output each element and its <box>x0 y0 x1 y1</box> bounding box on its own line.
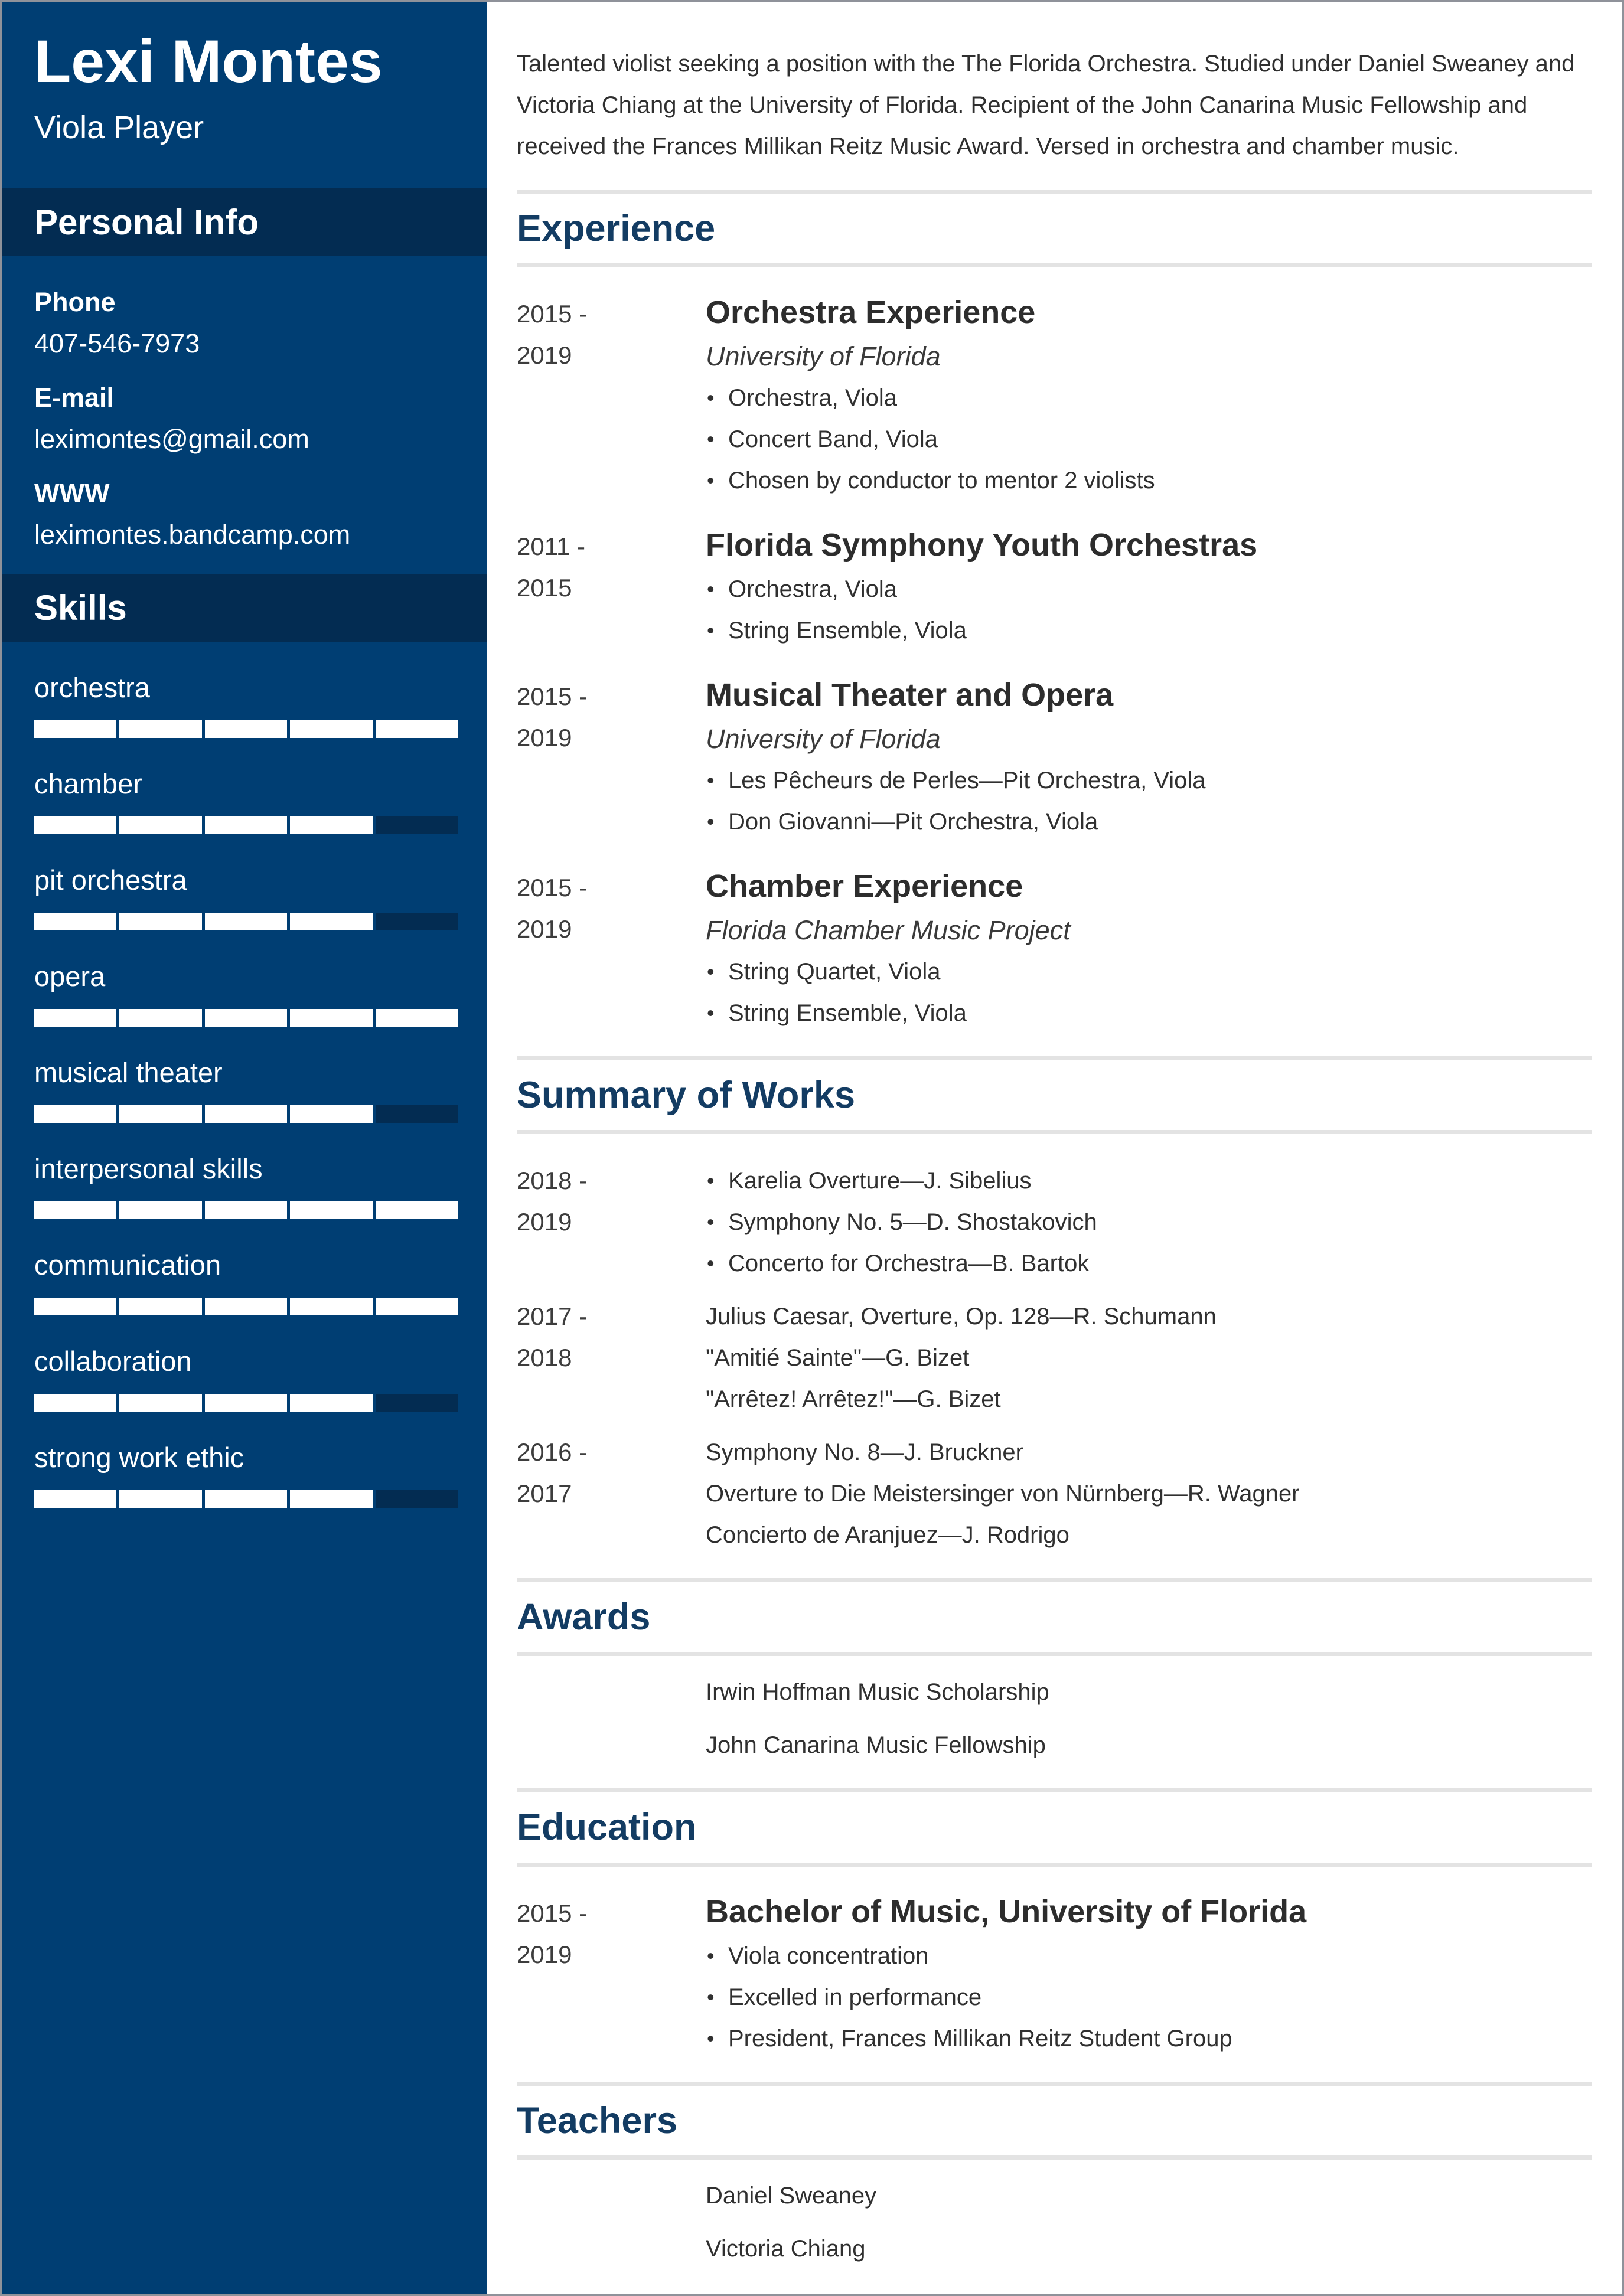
date-to: 2019 <box>517 724 572 752</box>
skill-bar-segment <box>34 720 116 738</box>
skill-item <box>34 1056 458 1123</box>
date-from: 2015 - <box>517 682 588 711</box>
skill-bar-segment <box>290 1394 372 1412</box>
date-from: 2015 - <box>517 874 588 902</box>
skill-item <box>34 1249 458 1315</box>
section-header-education <box>517 1788 1592 1866</box>
skill-bar-segment <box>34 1009 116 1027</box>
entry-dates <box>517 676 706 842</box>
skill-bar-segment <box>205 913 287 930</box>
contact-value: leximontes.bandcamp.com <box>34 520 351 550</box>
works-bullets <box>706 1160 1592 1284</box>
work-item: "Arrêtez! Arrêtez!"—G. Bizet <box>706 1386 1001 1413</box>
skill-level-bar <box>34 720 458 738</box>
work-item: "Amitié Sainte"—G. Bizet <box>706 1345 970 1371</box>
section-title: Education <box>517 1807 697 1848</box>
date-to: 2018 <box>517 1344 572 1372</box>
skill-item <box>34 1152 458 1219</box>
experience-entry <box>517 867 1592 1034</box>
skill-label: communication <box>34 1249 221 1281</box>
bullet-item: • String Quartet, Viola <box>706 951 1592 992</box>
skill-label: chamber <box>34 768 142 800</box>
skill-bar-segment <box>290 1009 372 1027</box>
skill-bar-segment <box>376 1105 458 1123</box>
skill-item <box>34 1441 458 1508</box>
entry-bullets <box>706 760 1592 842</box>
skill-bar-segment <box>119 1009 201 1027</box>
skills-header: Skills <box>2 574 487 642</box>
contact-label: Phone <box>34 287 116 318</box>
skill-item <box>34 671 458 738</box>
skill-level-bar <box>34 1201 458 1219</box>
skill-bar-segment <box>376 1298 458 1315</box>
work-item: Concierto de Aranjuez—J. Rodrigo <box>706 1522 1069 1549</box>
contact-value: 407-546-7973 <box>34 328 200 359</box>
skill-bar-segment <box>205 1201 287 1219</box>
date-from: 2011 - <box>517 533 585 561</box>
skill-bar-segment <box>205 816 287 834</box>
entry-dates <box>517 1893 706 2059</box>
contact-email <box>34 383 455 455</box>
skill-bar-segment <box>119 913 201 930</box>
person-name: Lexi Montes <box>34 28 383 95</box>
skill-level-bar <box>34 1490 458 1508</box>
experience-entry <box>517 293 1592 501</box>
experience-entry <box>517 676 1592 842</box>
date-from: 2016 - <box>517 1438 588 1467</box>
skill-bar-segment <box>34 1201 116 1219</box>
skill-level-bar <box>34 816 458 834</box>
skill-label: musical theater <box>34 1057 223 1089</box>
contact-label: WWW <box>34 478 110 509</box>
education-entry <box>517 1893 1592 2059</box>
sidebar <box>2 2 487 2294</box>
skill-bar-segment <box>290 1298 372 1315</box>
work-item: Julius Caesar, Overture, Op. 128—R. Schumann <box>706 1304 1217 1330</box>
date-from: 2015 - <box>517 1899 588 1927</box>
bullet-item: • Concerto for Orchestra—B. Bartok <box>706 1243 1592 1284</box>
skill-bar-segment <box>290 1490 372 1508</box>
entry-title: Florida Symphony Youth Orchestras <box>706 527 1258 563</box>
section-header-teachers <box>517 2082 1592 2160</box>
entry-title: Musical Theater and Opera <box>706 677 1114 713</box>
date-to: 2019 <box>517 341 572 370</box>
skill-bar-segment <box>119 1298 201 1315</box>
skill-bar-segment <box>119 1490 201 1508</box>
skill-bar-segment <box>119 720 201 738</box>
entry-bullets <box>706 951 1592 1034</box>
bullet-item: • Chosen by conductor to mentor 2 violists <box>706 460 1592 501</box>
skill-level-bar <box>34 1298 458 1315</box>
skill-bar-segment <box>34 913 116 930</box>
section-title: Summary of Works <box>517 1074 855 1116</box>
contact-list <box>2 256 487 550</box>
date-from: 2017 - <box>517 1302 588 1331</box>
skill-label: collaboration <box>34 1345 192 1377</box>
entry-subtitle: University of Florida <box>706 724 941 755</box>
skill-bar-segment <box>290 720 372 738</box>
skill-bar-segment <box>34 1105 116 1123</box>
skill-bar-segment <box>205 720 287 738</box>
skill-bar-segment <box>205 1105 287 1123</box>
skill-level-bar <box>34 1009 458 1027</box>
experience-entry <box>517 526 1592 651</box>
skill-item <box>34 960 458 1027</box>
award-item: John Canarina Music Fellowship <box>706 1732 1046 1759</box>
date-from: 2015 - <box>517 300 588 328</box>
skill-bar-segment <box>34 1394 116 1412</box>
entry-bullets <box>706 377 1592 501</box>
bullet-item: • Symphony No. 5—D. Shostakovich <box>706 1201 1592 1243</box>
works-group <box>517 1432 1592 1556</box>
skill-bar-segment <box>376 1201 458 1219</box>
date-to: 2019 <box>517 1208 572 1236</box>
entry-dates <box>517 1296 706 1420</box>
skill-item <box>34 864 458 930</box>
section-header-works <box>517 1056 1592 1134</box>
works-lines <box>706 1432 1592 1556</box>
award-item: Irwin Hoffman Music Scholarship <box>706 1679 1049 1706</box>
skill-item <box>34 1345 458 1412</box>
job-title: Viola Player <box>34 110 204 146</box>
section-header-awards <box>517 1578 1592 1656</box>
bullet-item: • Orchestra, Viola <box>706 569 1592 610</box>
section-header-experience <box>517 190 1592 267</box>
bullet-item: • Karelia Overture—J. Sibelius <box>706 1160 1592 1201</box>
date-from: 2018 - <box>517 1167 588 1195</box>
bullet-item: • Don Giovanni—Pit Orchestra, Viola <box>706 801 1592 842</box>
bullet-item: • Viola concentration <box>706 1935 1592 1977</box>
skill-bar-segment <box>34 1298 116 1315</box>
entry-title: Chamber Experience <box>706 868 1023 904</box>
work-item: Symphony No. 8—J. Bruckner <box>706 1439 1023 1466</box>
skill-bar-segment <box>290 1201 372 1219</box>
teacher-item: Victoria Chiang <box>706 2235 866 2262</box>
skill-bar-segment <box>376 1490 458 1508</box>
teachers-list <box>517 2175 1592 2269</box>
entry-subtitle: University of Florida <box>706 341 941 372</box>
skill-bar-segment <box>119 1394 201 1412</box>
skill-bar-segment <box>290 1105 372 1123</box>
works-group <box>517 1160 1592 1284</box>
entry-subtitle: Florida Chamber Music Project <box>706 915 1071 946</box>
work-item: Overture to Die Meistersinger von Nürnberg—R. Wagner <box>706 1481 1300 1507</box>
entry-dates <box>517 1160 706 1284</box>
skill-level-bar <box>34 1105 458 1123</box>
skill-label: pit orchestra <box>34 864 187 896</box>
skill-bar-segment <box>376 1394 458 1412</box>
entry-dates <box>517 293 706 501</box>
skill-bar-segment <box>290 913 372 930</box>
entry-dates <box>517 867 706 1034</box>
skill-bar-segment <box>376 720 458 738</box>
section-title: Experience <box>517 208 716 249</box>
section-title: Awards <box>517 1596 651 1638</box>
contact-www <box>34 478 455 550</box>
skill-bar-segment <box>119 816 201 834</box>
bullet-item: • Les Pêcheurs de Perles—Pit Orchestra, Viola <box>706 760 1592 801</box>
skill-level-bar <box>34 1394 458 1412</box>
entry-bullets <box>706 569 1592 651</box>
main-content <box>517 2 1592 2269</box>
date-to: 2015 <box>517 574 572 602</box>
skill-level-bar <box>34 913 458 930</box>
skill-bar-segment <box>376 816 458 834</box>
contact-label: E-mail <box>34 383 115 413</box>
skill-bar-segment <box>34 816 116 834</box>
skill-label: orchestra <box>34 672 150 704</box>
skill-label: interpersonal skills <box>34 1153 263 1185</box>
skill-bar-segment <box>205 1490 287 1508</box>
works-lines <box>706 1296 1592 1420</box>
bullet-item: • Excelled in performance <box>706 1977 1592 2018</box>
date-to: 2019 <box>517 915 572 943</box>
personal-info-header: Personal Info <box>2 188 487 256</box>
skill-item <box>34 767 458 834</box>
skill-bar-segment <box>376 913 458 930</box>
bullet-item: • Concert Band, Viola <box>706 419 1592 460</box>
contact-phone <box>34 287 455 359</box>
entry-title: Orchestra Experience <box>706 295 1036 331</box>
date-to: 2019 <box>517 1940 572 1968</box>
skill-bar-segment <box>34 1490 116 1508</box>
entry-title: Bachelor of Music, University of Florida <box>706 1893 1307 1929</box>
skill-bar-segment <box>290 816 372 834</box>
contact-value: leximontes@gmail.com <box>34 424 309 455</box>
entry-bullets <box>706 1935 1592 2059</box>
skill-label: opera <box>34 961 106 992</box>
skill-bar-segment <box>119 1201 201 1219</box>
skill-bar-segment <box>205 1394 287 1412</box>
summary-text: Talented violist seeking a position with the The Florida Orchestra. Studied under Daniel Sweaney and Victoria Chiang at the University of Florida. Recipient of the John Canarina Music Fellowship and received the Frances Millikan Reitz Music Award. Versed in orchestra and chamber music. <box>517 51 1575 159</box>
skill-bar-segment <box>205 1009 287 1027</box>
awards-list <box>517 1671 1592 1766</box>
works-group <box>517 1296 1592 1420</box>
entry-dates <box>517 526 706 651</box>
skill-bar-segment <box>119 1105 201 1123</box>
date-to: 2017 <box>517 1480 572 1508</box>
bullet-item: • President, Frances Millikan Reitz Student Group <box>706 2018 1592 2059</box>
teacher-item: Daniel Sweaney <box>706 2182 877 2209</box>
entry-dates <box>517 1432 706 1556</box>
skill-label: strong work ethic <box>34 1442 244 1474</box>
bullet-item: • String Ensemble, Viola <box>706 992 1592 1034</box>
skill-bar-segment <box>376 1009 458 1027</box>
bullet-item: • String Ensemble, Viola <box>706 610 1592 651</box>
bullet-item: • Orchestra, Viola <box>706 377 1592 419</box>
skill-bar-segment <box>205 1298 287 1315</box>
section-title: Teachers <box>517 2099 677 2141</box>
skills-list <box>2 642 487 1508</box>
